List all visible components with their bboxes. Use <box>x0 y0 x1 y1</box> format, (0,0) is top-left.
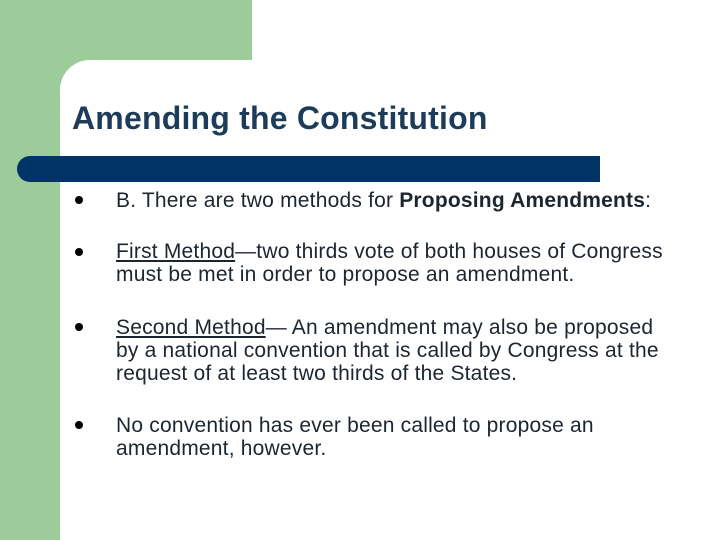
bullet-item-4 <box>116 414 676 460</box>
bullet-1-text: B. There are two methods for <box>116 189 400 212</box>
bullet-3-text: — An amendment may also be proposed by a national convention that is called by Congress at the request of at least two thirds of the States. <box>116 316 659 385</box>
bullet-2-text: —two thirds vote of both houses of Congress must be met in order to propose an amendment. <box>116 240 663 286</box>
bullet-dot-icon <box>75 248 83 256</box>
bullet-1-suffix: : <box>645 189 652 212</box>
bullet-dot-icon <box>75 323 83 331</box>
second-method-link[interactable]: Second Method <box>116 316 266 339</box>
header-bar <box>17 156 600 182</box>
bullet-4-text: No convention has ever been called to propose an amendment, however. <box>116 414 594 460</box>
first-method-link[interactable]: First Method <box>116 240 236 263</box>
bullet-dot-icon <box>75 196 83 204</box>
bullet-item-1 <box>116 189 676 212</box>
bullet-item-2 <box>116 240 676 286</box>
bullet-item-3 <box>116 316 676 385</box>
bullet-1-bold-text: Proposing Amendments <box>399 189 646 212</box>
bullet-dot-icon <box>75 421 83 429</box>
slide-title: Amending the Constitution <box>72 100 488 136</box>
